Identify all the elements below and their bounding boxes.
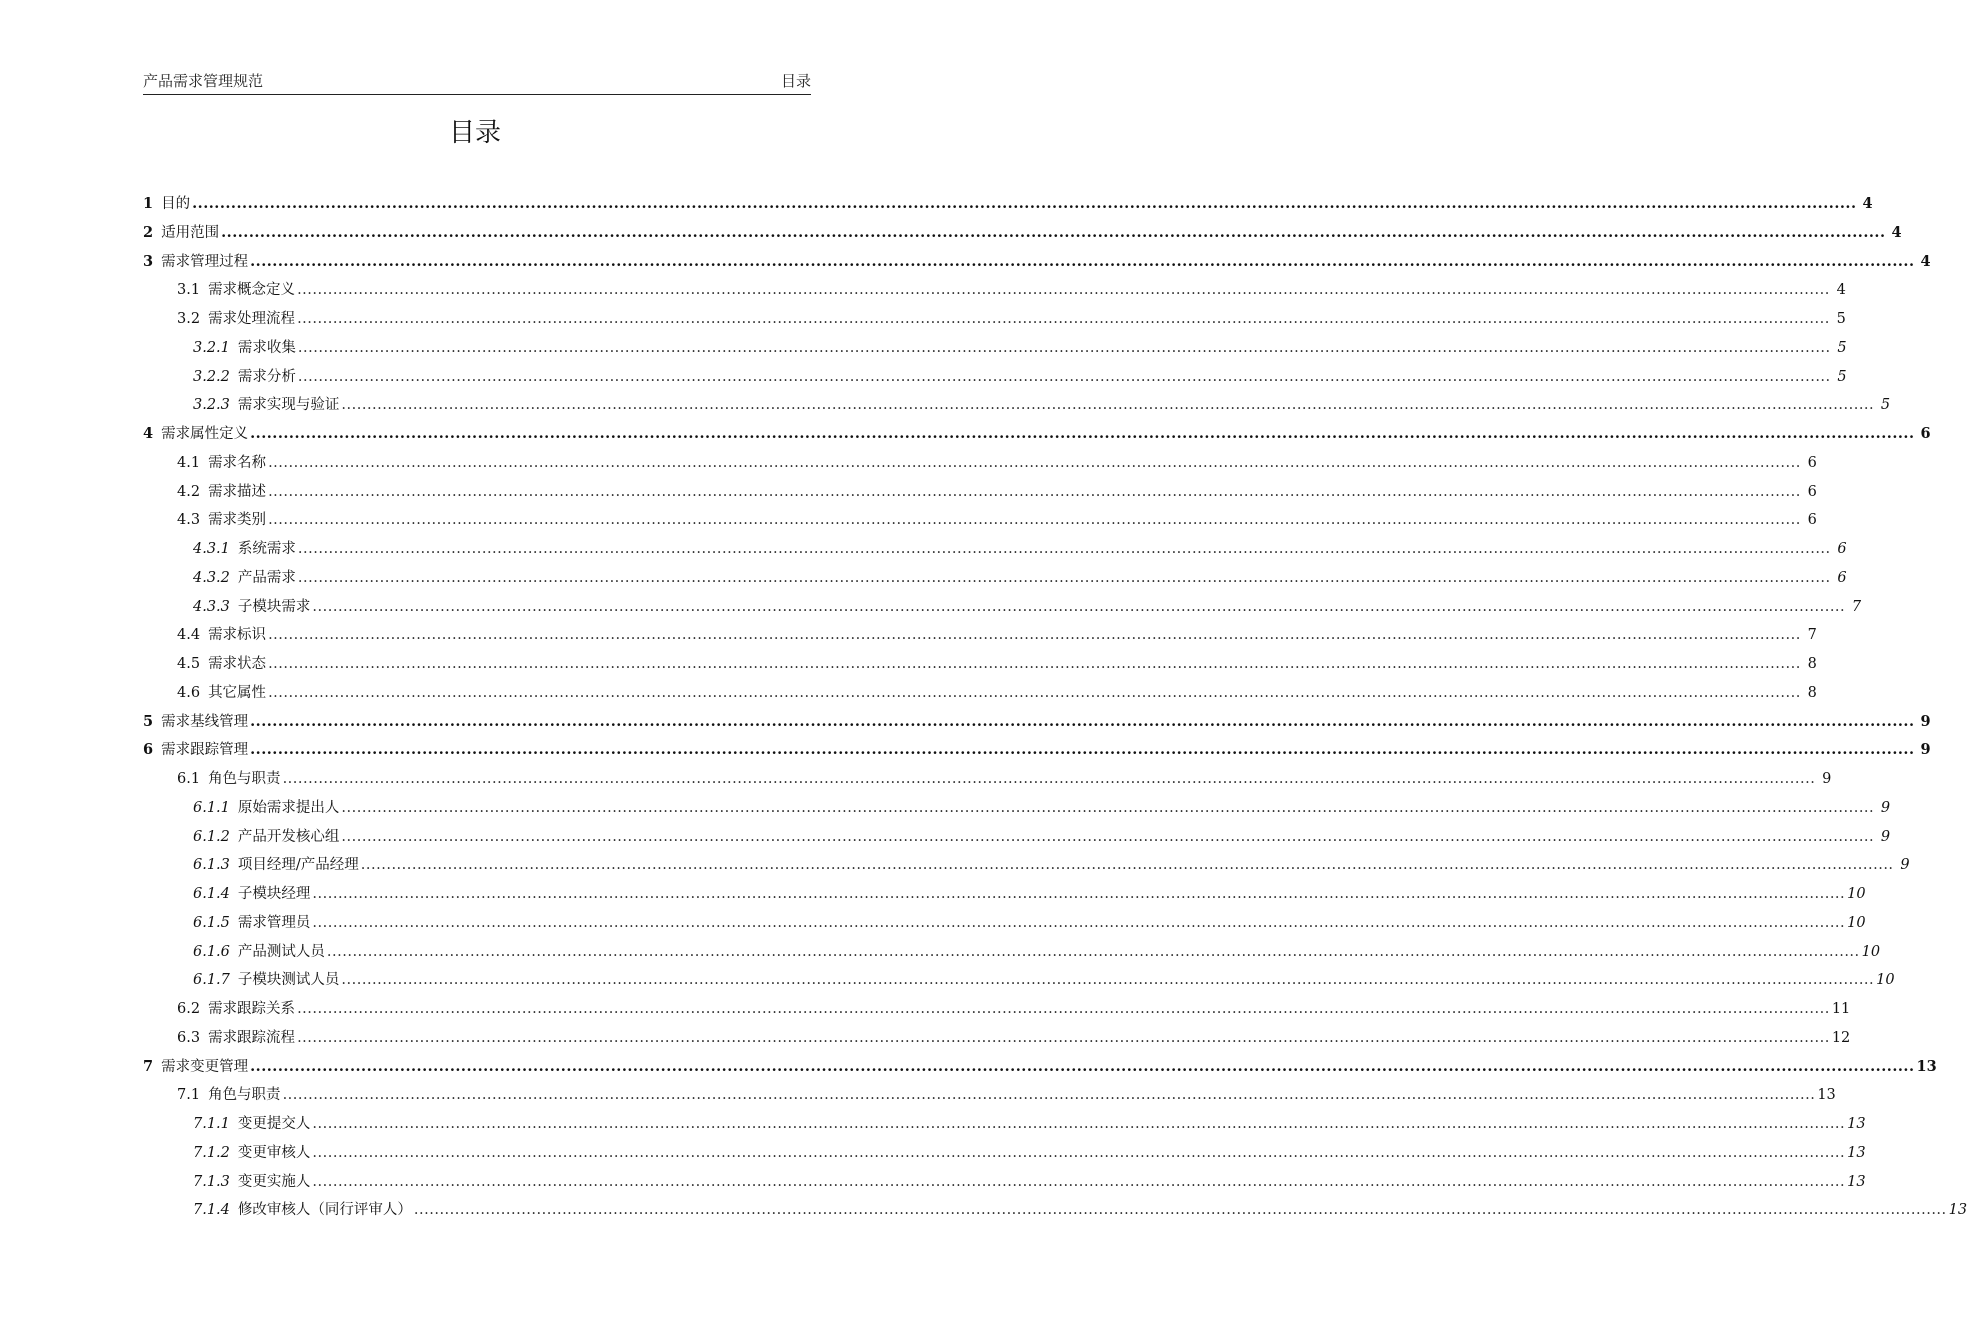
toc-entry-number: 7.1.3 [193,1173,230,1190]
toc-entry-title: 系统需求 [237,541,296,557]
toc-entry-number: 7.1 [177,1087,201,1104]
toc-entry-number: 4.4 [177,627,201,644]
toc-entry-title: 适用范围 [161,224,220,241]
toc-dot-leader: ............................................................................................................................................................................................................................................................................................................ [297,1001,1830,1017]
toc-entry[interactable] [143,193,1873,215]
toc-dot-leader: ............................................................................................................................................................................................................................................................................................................ [297,541,1831,557]
toc-entry-title: 需求概念定义 [208,282,296,299]
toc-entry-page: 6 [1837,541,1847,557]
toc-dot-leader: ............................................................................................................................................................................................................................................................................................................ [312,1144,1846,1161]
toc-entry[interactable] [143,222,1902,244]
toc-entry-title: 变更提交人 [237,1116,311,1132]
toc-entry-title: 子模块测试人员 [237,972,340,989]
toc-entry-title: 需求跟踪管理 [161,742,249,759]
toc-dot-leader: ............................................................................................................................................................................................................................................................................................................ [297,1029,1830,1046]
toc-entry[interactable] [177,279,1846,301]
toc-entry-page: 9 [1920,712,1931,730]
toc-entry-page: 7 [1807,627,1817,644]
toc-entry[interactable] [177,1084,1836,1106]
toc-entry-page: 13 [1847,1144,1866,1161]
toc-entry-number: 4.3.3 [193,598,230,615]
toc-entry-page: 10 [1876,972,1895,989]
toc-entry-number: 6.2 [177,1001,201,1017]
toc-entry-title: 目的 [161,196,191,212]
toc-entry-page: 5 [1880,397,1891,414]
toc-dot-leader: ............................................................................................................................................................................................................................................................................................................ [250,252,1915,270]
toc-entry-title: 需求类别 [208,512,267,529]
toc-entry-number: 5 [143,712,154,730]
toc-entry-title: 需求名称 [208,454,267,471]
toc-entry[interactable] [193,394,1891,416]
toc-dot-leader: ............................................................................................................................................................................................................................................................................................................ [413,1202,1947,1219]
toc-entry-title: 原始需求提出人 [237,799,340,816]
toc-entry-page: 6 [1837,569,1847,586]
toc-entry[interactable] [177,682,1817,704]
toc-entry-title: 需求跟踪关系 [208,1001,296,1017]
toc-entry-page: 8 [1807,684,1817,701]
toc-dot-leader: ............................................................................................................................................................................................................................................................................................................ [341,972,1875,989]
toc-dot-leader: ............................................................................................................................................................................................................................................................................................................ [297,368,1831,385]
toc-entry-number: 4.2 [177,483,201,500]
toc-entry-title: 需求基线管理 [161,713,249,730]
toc-entry-page: 13 [1847,1173,1866,1190]
toc-entry-number: 4 [143,425,154,442]
toc-dot-leader: ............................................................................................................................................................................................................................................................................................................ [268,627,1801,644]
toc-entry-number: 7 [143,1057,154,1075]
toc-dot-leader: ............................................................................................................................................................................................................................................................................................................ [312,1173,1846,1190]
toc-entry[interactable] [193,1171,1866,1193]
toc-entry[interactable] [193,538,1847,560]
toc-entry-title: 需求处理流程 [208,311,296,327]
toc-entry-title: 需求实现与验证 [237,397,340,414]
toc-entry-page: 12 [1831,1029,1851,1046]
toc-entry-number: 3.2.2 [193,368,230,385]
toc-entry-page: 9 [1900,857,1910,874]
toc-entry-number: 4.3.1 [193,541,230,557]
toc-entry-number: 1 [143,195,154,212]
toc-dot-leader: ............................................................................................................................................................................................................................................................................................................ [268,684,1801,701]
toc-entry-number: 7.1.1 [193,1116,230,1132]
header-doc-name: 产品需求管理规范 [143,72,264,90]
toc-entry[interactable] [193,969,1895,991]
toc-entry-page: 13 [1948,1202,1967,1219]
toc-entry-number: 6.1.4 [193,886,230,902]
toc-entry-number: 3.2.3 [193,397,230,414]
toc-entry-number: 7.1.2 [193,1144,230,1161]
toc-entry-page: 10 [1861,943,1881,960]
toc-entry[interactable] [193,826,1891,848]
toc-entry[interactable] [177,509,1817,531]
toc-entry-title: 子模块需求 [237,598,311,615]
toc-entry-number: 4.1 [177,454,201,471]
toc-entry-title: 需求属性定义 [161,426,249,442]
toc-entry-page: 5 [1837,368,1847,385]
toc-entry[interactable] [143,1056,1937,1078]
toc-entry-page: 5 [1836,311,1846,327]
toc-dot-leader: ............................................................................................................................................................................................................................................................................................................ [297,569,1831,586]
toc-entry-number: 3 [143,252,154,270]
toc-dot-leader: ............................................................................................................................................................................................................................................................................................................ [192,195,1857,212]
toc-entry-title: 需求管理员 [237,914,311,931]
toc-entry-page: 10 [1847,886,1866,902]
toc-entry-title: 产品测试人员 [237,943,325,960]
toc-dot-leader: ............................................................................................................................................................................................................................................................................................................ [297,339,1831,356]
toc-dot-leader: ............................................................................................................................................................................................................................................................................................................ [250,425,1915,442]
toc-entry-page: 4 [1920,252,1931,270]
header-section: 目录 [780,72,811,90]
page-title: 目录 [448,118,501,148]
toc-entry-number: 3.1 [177,282,201,299]
toc-entry-page: 7 [1851,598,1862,615]
toc-entry-title: 项目经理/产品经理 [237,857,359,874]
toc-entry-page: 13 [1847,1116,1866,1132]
toc-entry-number: 6.1.1 [193,799,230,816]
toc-entry-number: 6.3 [177,1029,201,1046]
toc-dot-leader: ............................................................................................................................................................................................................................................................................................................ [312,1116,1846,1132]
toc-dot-leader: ............................................................................................................................................................................................................................................................................................................ [312,598,1846,615]
toc-dot-leader: ............................................................................................................................................................................................................................................................................................................ [297,311,1830,327]
toc-entry-title: 需求分析 [237,368,296,385]
toc-entry-number: 6.1.3 [193,857,230,874]
toc-entry-page: 10 [1847,914,1866,931]
toc-entry-title: 修改审核人（同行评审人） [237,1202,412,1219]
toc-dot-leader: ............................................................................................................................................................................................................................................................................................................ [250,1057,1915,1075]
toc-entry[interactable] [177,624,1817,646]
toc-entry-number: 6 [143,741,154,759]
toc-entry[interactable] [143,739,1931,761]
toc-entry-title: 需求管理过程 [161,253,249,270]
toc-entry-page: 9 [1822,771,1832,787]
toc-dot-leader: ............................................................................................................................................................................................................................................................................................................ [268,656,1801,672]
toc-entry-page: 8 [1807,656,1817,672]
toc-dot-leader: ............................................................................................................................................................................................................................................................................................................ [360,857,1894,874]
toc-entry-title: 需求描述 [208,483,267,500]
toc-entry-number: 4.3.2 [193,569,230,586]
toc-entry-title: 需求变更管理 [161,1058,249,1075]
page-header [143,66,811,95]
toc-entry[interactable] [143,711,1931,733]
toc-entry[interactable] [193,596,1862,618]
toc-entry-page: 6 [1807,454,1817,471]
toc-entry[interactable] [143,251,1931,273]
toc-entry-number: 4.6 [177,684,201,701]
toc-entry[interactable] [193,1142,1866,1164]
toc-entry-number: 3.2.1 [193,339,230,356]
toc-entry[interactable] [177,452,1817,474]
toc-entry-title: 变更实施人 [237,1173,311,1190]
toc-entry-page: 9 [1880,828,1891,845]
toc-entry-page: 6 [1807,483,1817,500]
toc-entry[interactable] [193,854,1910,876]
toc-entry[interactable] [193,912,1866,934]
toc-entry[interactable] [193,1113,1866,1135]
toc-entry-page: 9 [1880,799,1891,816]
toc-dot-leader: ............................................................................................................................................................................................................................................................................................................ [268,454,1801,471]
toc-entry-page: 6 [1807,512,1817,529]
toc-entry-title: 子模块经理 [237,886,311,902]
toc-dot-leader: ............................................................................................................................................................................................................................................................................................................ [282,771,1816,787]
toc-entry-number: 6.1.7 [193,972,230,989]
toc-entry[interactable] [193,797,1891,819]
toc-entry-page: 6 [1920,425,1931,442]
toc-entry[interactable] [177,481,1817,503]
toc-entry[interactable] [193,567,1847,589]
toc-entry-page: 13 [1817,1087,1836,1104]
toc-dot-leader: ............................................................................................................................................................................................................................................................................................................ [268,512,1801,529]
toc-dot-leader: ............................................................................................................................................................................................................................................................................................................ [268,483,1801,500]
toc-entry-page: 4 [1862,195,1873,212]
toc-entry-number: 6.1.6 [193,943,230,960]
toc-entry-title: 需求标识 [208,627,267,644]
toc-dot-leader: ............................................................................................................................................................................................................................................................................................................ [282,1087,1816,1104]
toc-entry-title: 其它属性 [208,684,267,701]
toc-dot-leader: ............................................................................................................................................................................................................................................................................................................ [312,886,1846,902]
toc-entry-title: 需求收集 [237,339,296,356]
toc-entry-number: 6.1 [177,771,201,787]
toc-entry-number: 3.2 [177,311,201,327]
toc-entry-number: 4.5 [177,656,201,672]
toc-entry[interactable] [177,653,1817,675]
toc-entry-title: 需求状态 [208,656,267,672]
toc-dot-leader: ............................................................................................................................................................................................................................................................................................................ [250,741,1915,759]
toc-entry-title: 变更审核人 [237,1144,311,1161]
toc-entry[interactable] [193,941,1881,963]
toc-entry-number: 2 [143,223,154,241]
toc-entry[interactable] [177,998,1851,1020]
toc-entry[interactable] [193,883,1866,905]
toc-dot-leader: ............................................................................................................................................................................................................................................................................................................ [312,914,1846,931]
toc-entry-title: 角色与职责 [208,1087,281,1104]
toc-entry[interactable] [143,423,1931,445]
toc-entry-number: 4.3 [177,512,201,529]
toc-entry-page: 11 [1831,1001,1851,1017]
toc-entry-number: 6.1.2 [193,828,230,845]
toc-entry-number: 7.1.4 [193,1202,230,1219]
toc-entry-title: 产品需求 [237,569,296,586]
toc-entry-page: 5 [1837,339,1847,356]
toc-dot-leader: ............................................................................................................................................................................................................................................................................................................ [326,943,1860,960]
toc-entry-number: 6.1.5 [193,914,230,931]
toc-entry-page: 9 [1920,741,1931,759]
toc-entry[interactable] [193,366,1847,388]
toc-entry-page: 4 [1891,223,1902,241]
toc-dot-leader: ............................................................................................................................................................................................................................................................................................................ [250,712,1915,730]
toc-entry-page: 13 [1916,1057,1937,1075]
toc-entry-title: 产品开发核心组 [237,828,340,845]
toc-dot-leader: ............................................................................................................................................................................................................................................................................................................ [221,223,1886,241]
toc-dot-leader: ............................................................................................................................................................................................................................................................................................................ [341,828,1875,845]
toc-entry[interactable] [193,337,1847,359]
toc-entry[interactable] [177,308,1846,330]
toc-dot-leader: ............................................................................................................................................................................................................................................................................................................ [297,282,1830,299]
toc-dot-leader: ............................................................................................................................................................................................................................................................................................................ [341,397,1875,414]
toc-entry[interactable] [177,768,1832,790]
toc-entry-title: 需求跟踪流程 [208,1029,296,1046]
toc-entry[interactable] [177,1027,1851,1049]
toc-entry-page: 4 [1836,282,1846,299]
toc-entry[interactable] [193,1199,1967,1221]
toc-dot-leader: ............................................................................................................................................................................................................................................................................................................ [341,799,1875,816]
toc-entry-title: 角色与职责 [208,771,281,787]
